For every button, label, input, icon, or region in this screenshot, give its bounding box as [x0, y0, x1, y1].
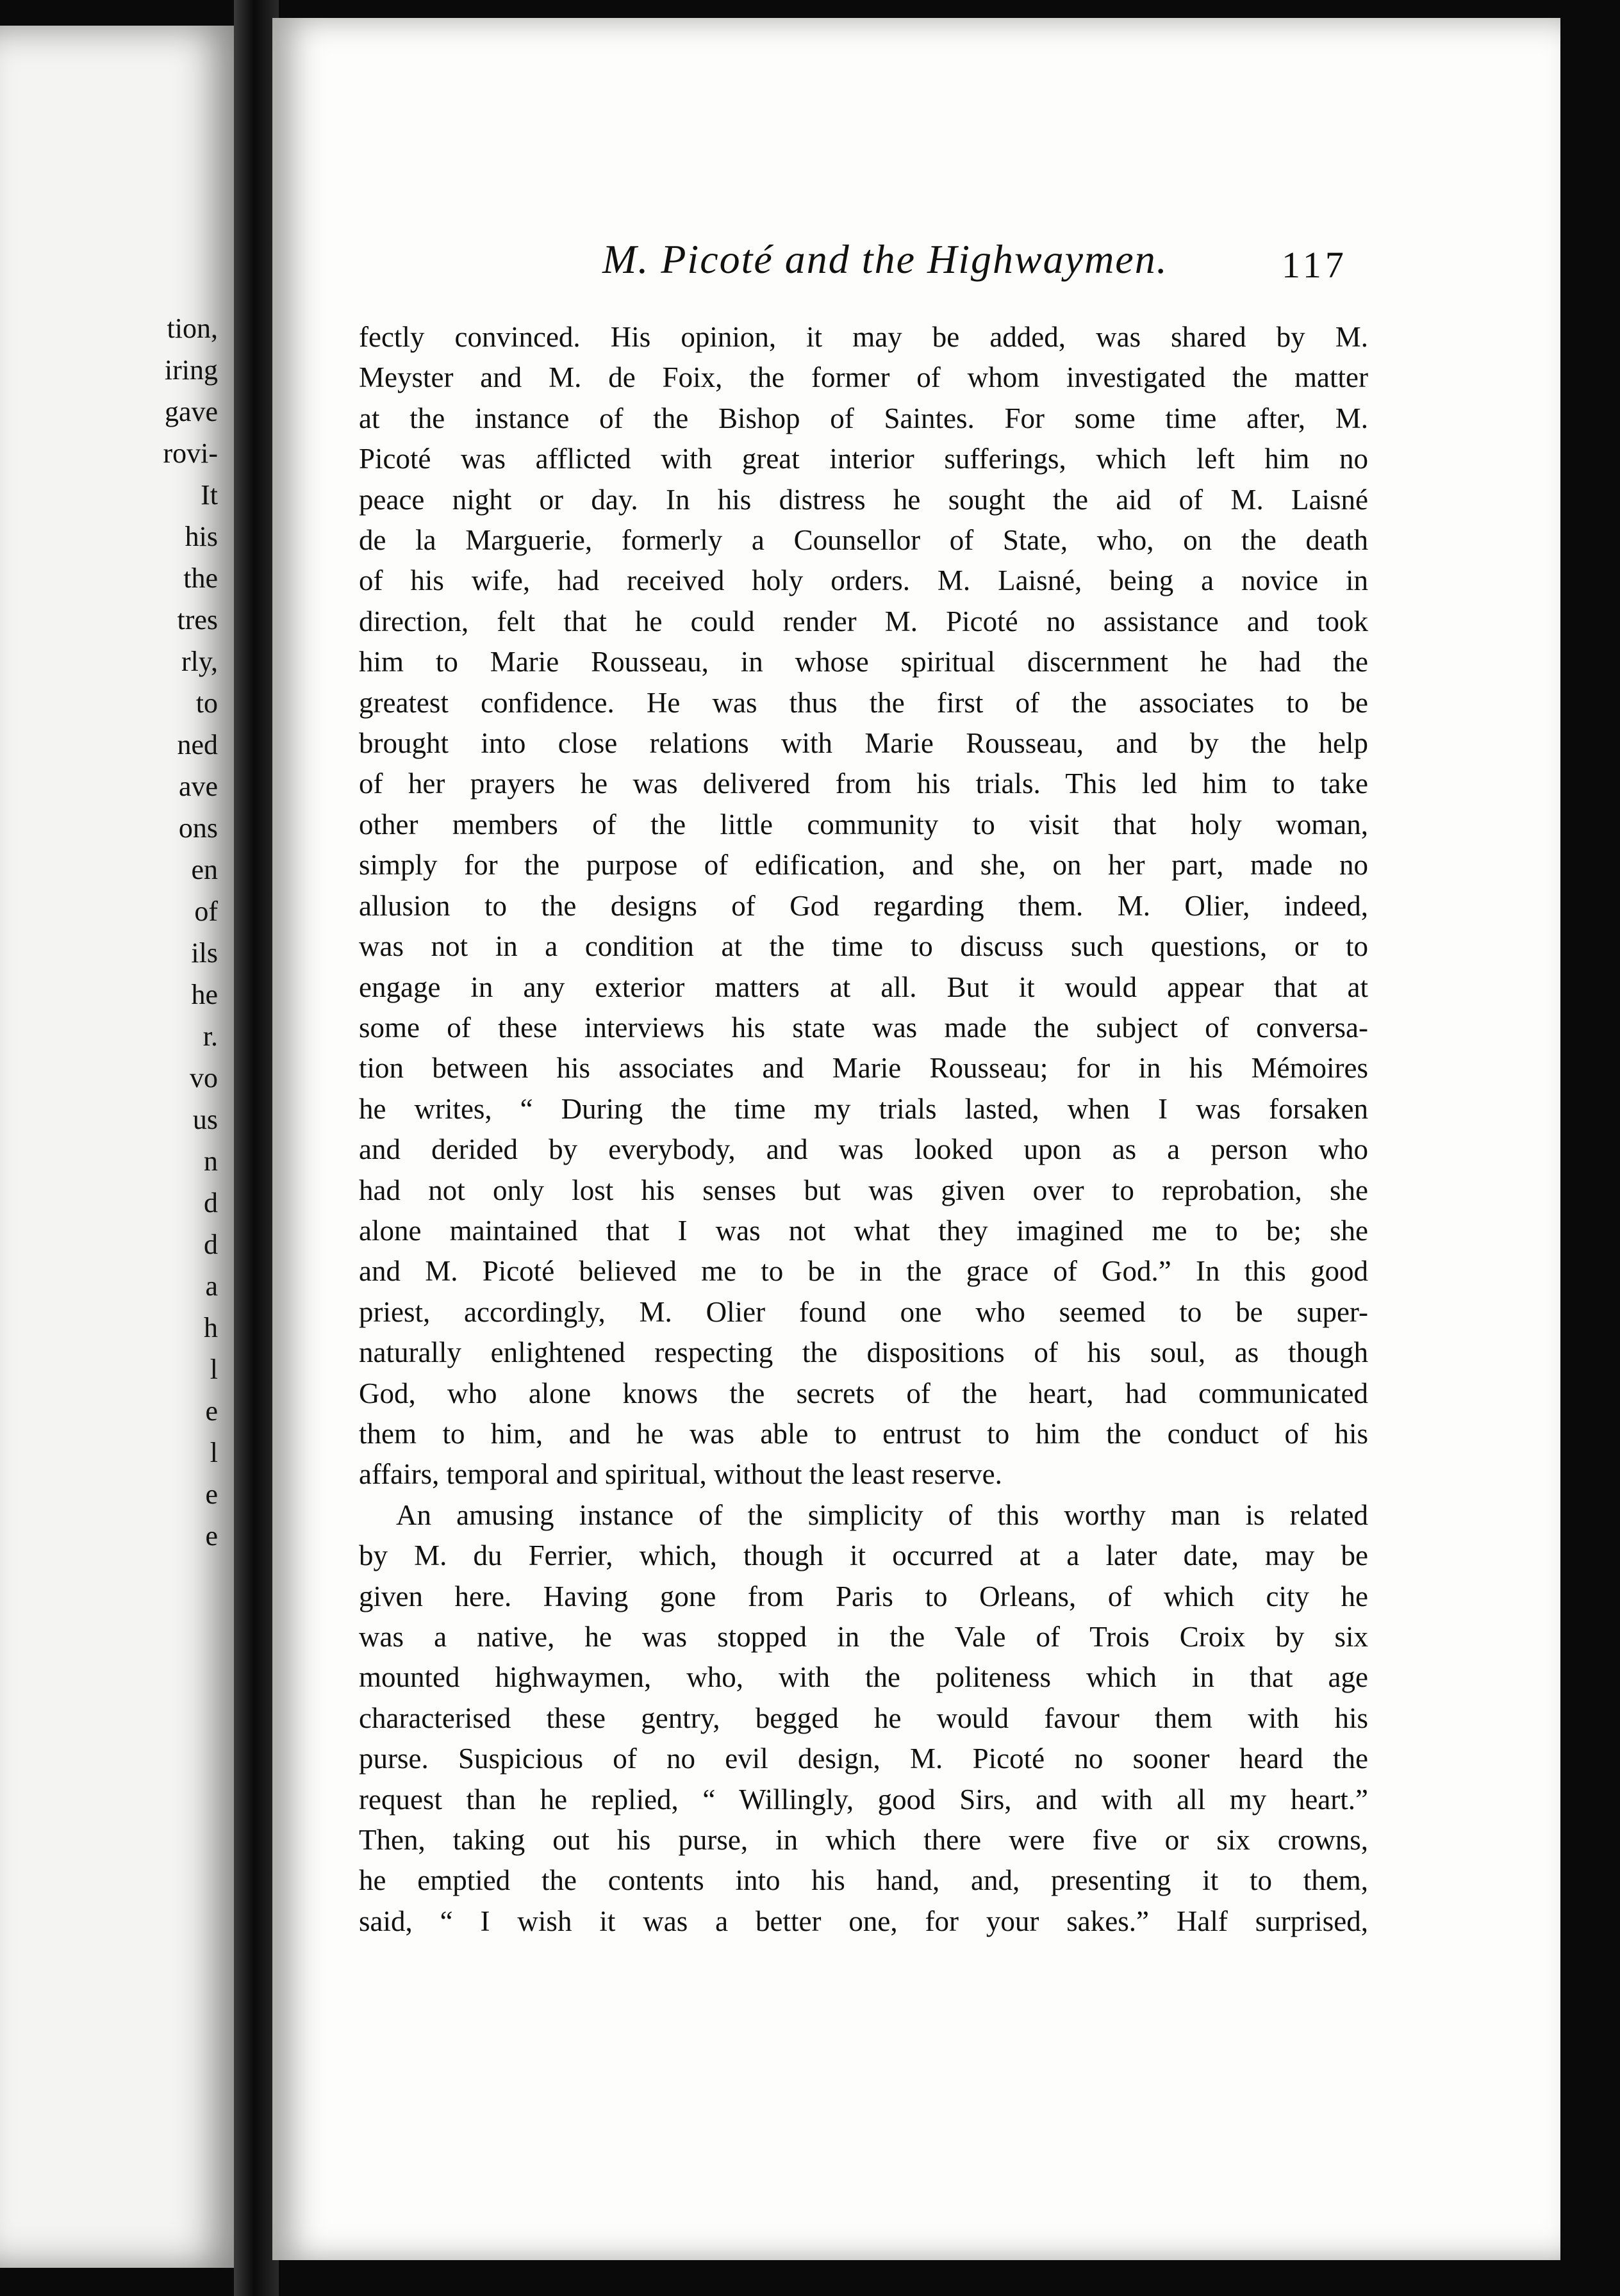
- text-line: them to him, and he was able to entrust to him the conduct of his: [359, 1417, 1368, 1450]
- text-line: Then, taking out his purse, in which there were five or six crowns,: [359, 1824, 1368, 1857]
- left-page-fragment: of: [194, 896, 218, 927]
- left-page-fragment: e: [205, 1395, 218, 1427]
- text-line: God, who alone knows the secrets of the heart, had communicated: [359, 1377, 1368, 1409]
- text-line: him to Marie Rousseau, in whose spiritual discernment he had the: [359, 646, 1368, 678]
- text-line: was not in a condition at the time to discuss such questions, or to: [359, 930, 1368, 963]
- text-line: mounted highwaymen, who, with the politeness which in that age: [359, 1661, 1368, 1694]
- text-line: of her prayers he was delivered from his trials. This led him to take: [359, 767, 1368, 800]
- text-line: affairs, temporal and spiritual, without the least reserve.: [359, 1458, 1002, 1491]
- text-line: at the instance of the Bishop of Saintes. For some time after, M.: [359, 402, 1368, 434]
- left-page-fragment: tres: [177, 604, 218, 636]
- text-line: simply for the purpose of edification, and she, on her part, made no: [359, 849, 1368, 882]
- left-page-fragment: ons: [178, 812, 218, 844]
- left-page-fragment: gave: [164, 396, 218, 427]
- text-line: de la Marguerie, formerly a Counsellor of State, who, on the death: [359, 524, 1368, 557]
- left-page-fragment: It: [201, 479, 218, 511]
- left-page-fragment: en: [191, 854, 218, 885]
- text-line: other members of the little community to visit that holy woman,: [359, 808, 1368, 840]
- left-page-text-fragments: [0, 308, 218, 1557]
- left-page-fragment: his: [185, 521, 218, 552]
- left-page-fragment: the: [183, 562, 218, 594]
- text-line: allusion to the designs of God regarding them. M. Olier, indeed,: [359, 889, 1368, 922]
- text-line: Meyster and M. de Foix, the former of whom investigated the matter: [359, 361, 1368, 394]
- left-page-fragment: n: [204, 1145, 218, 1177]
- text-line: fectly convinced. His opinion, it may be added, was shared by M.: [359, 321, 1368, 353]
- text-line: alone maintained that I was not what they imagined me to be; she: [359, 1214, 1368, 1247]
- text-line: he writes, “ During the time my trials lasted, when I was forsaken: [359, 1092, 1368, 1125]
- text-line: had not only lost his senses but was given over to reprobation, she: [359, 1174, 1368, 1206]
- left-page-fragment: iring: [164, 354, 218, 386]
- text-line: tion between his associates and Marie Rousseau; for in his Mémoires: [359, 1052, 1368, 1085]
- left-page-fragment: to: [195, 687, 218, 719]
- left-page-fragment: he: [191, 979, 218, 1010]
- left-page-fragment: us: [192, 1104, 218, 1135]
- text-line: and derided by everybody, and was looked upon as a person who: [359, 1133, 1368, 1166]
- left-page-fragment: d: [204, 1187, 218, 1218]
- text-line: of his wife, had received holy orders. M. Laisné, being a novice in: [359, 564, 1368, 597]
- body-text: [359, 317, 1368, 1942]
- left-page-fragment: a: [205, 1270, 218, 1302]
- text-line: engage in any exterior matters at all. But it would appear that at: [359, 971, 1368, 1003]
- text-line: greatest confidence. He was thus the first of the associates to be: [359, 686, 1368, 719]
- left-page-fragment: l: [210, 1437, 218, 1468]
- text-line: given here. Having gone from Paris to Orleans, of which city he: [359, 1580, 1368, 1612]
- running-head: M. Picoté and the Highwaymen.: [602, 236, 1168, 282]
- text-line: was a native, he was stopped in the Vale of Trois Croix by six: [359, 1621, 1368, 1653]
- text-line: priest, accordingly, M. Olier found one who seemed to be super-: [359, 1295, 1368, 1328]
- left-page-fragment: e: [205, 1520, 218, 1552]
- left-facing-page: [0, 26, 240, 2268]
- left-page-fragment: l: [210, 1354, 218, 1385]
- page-number: 117: [1282, 244, 1348, 286]
- text-line: direction, felt that he could render M. Picoté no assistance and took: [359, 605, 1368, 637]
- text-line: characterised these gentry, begged he would favour them with his: [359, 1702, 1368, 1734]
- left-page-fragment: r.: [202, 1021, 218, 1052]
- text-line: naturally enlightened respecting the dispositions of his soul, as though: [359, 1336, 1368, 1369]
- text-line: he emptied the contents into his hand, and, presenting it to them,: [359, 1864, 1368, 1897]
- left-page-fragment: d: [204, 1229, 218, 1260]
- text-line: request than he replied, “ Willingly, good Sirs, and with all my heart.”: [359, 1783, 1368, 1816]
- left-page-fragment: ave: [178, 771, 218, 802]
- text-line: brought into close relations with Marie Rousseau, and by the help: [359, 727, 1368, 760]
- left-page-fragment: e: [205, 1479, 218, 1510]
- text-line: and M. Picoté believed me to be in the grace of God.” In this good: [359, 1255, 1368, 1288]
- left-page-fragment: tion,: [167, 313, 218, 344]
- text-line: said, “ I wish it was a better one, for your sakes.” Half surprised,: [359, 1905, 1368, 1937]
- text-line: some of these interviews his state was made the subject of conversa-: [359, 1011, 1368, 1044]
- left-page-fragment: h: [204, 1312, 218, 1343]
- text-line: An amusing instance of the simplicity of this worthy man is related: [396, 1498, 1368, 1531]
- text-line: peace night or day. In his distress he sought the aid of M. Laisné: [359, 483, 1368, 516]
- left-page-fragment: rly,: [181, 646, 218, 677]
- left-page-fragment: ils: [191, 937, 218, 969]
- left-page-fragment: vo: [190, 1062, 218, 1094]
- text-line: by M. du Ferrier, which, though it occurred at a later date, may be: [359, 1539, 1368, 1572]
- text-line: Picoté was afflicted with great interior sufferings, which left him no: [359, 443, 1368, 475]
- left-page-fragment: rovi-: [163, 438, 218, 469]
- text-line: purse. Suspicious of no evil design, M. Picoté no sooner heard the: [359, 1742, 1368, 1775]
- left-page-fragment: ned: [177, 729, 218, 760]
